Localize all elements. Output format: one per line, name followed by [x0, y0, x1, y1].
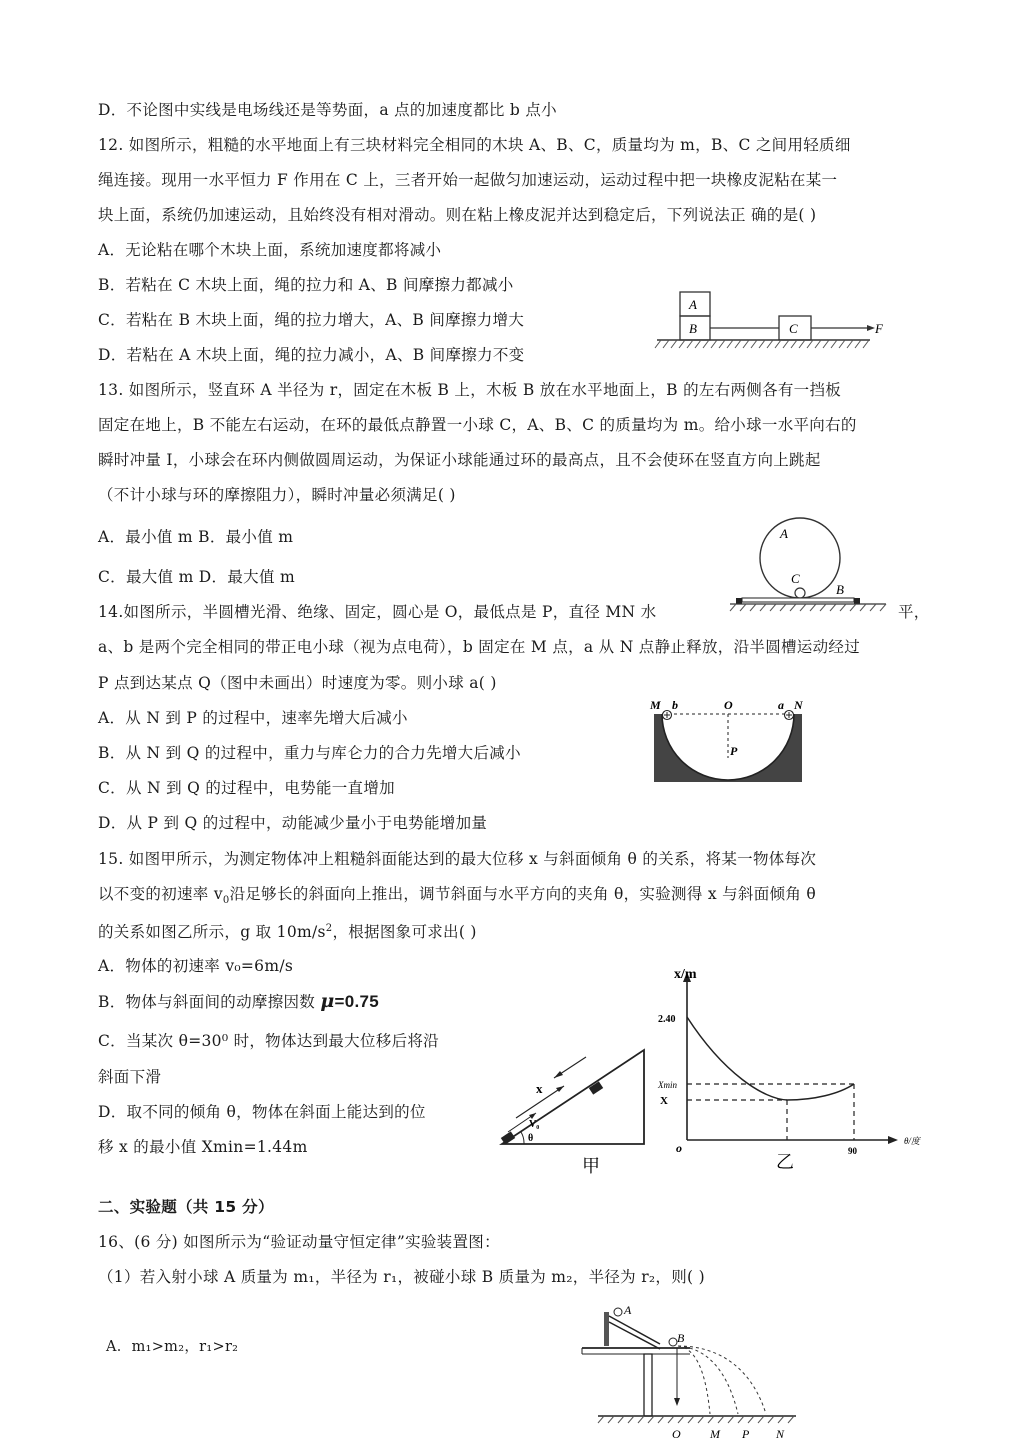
q15-option-b [98, 990, 379, 1013]
q13-stem-4: （不计小球与环的摩擦阻力），瞬时冲量必须满足( ) [98, 486, 456, 504]
q13-stem-2: 固定在地上，B 不能左右运动，在环的最低点静置一小球 C，A、B、C 的质量均为 m。给小球一水平向右的 [98, 416, 857, 434]
mu-symbol: μ [320, 990, 335, 1012]
origin-label: o [676, 1141, 682, 1155]
label-jia: 甲 [582, 1156, 600, 1176]
q11-option-d: D．不论图中实线是电场线还是等势面，a 点的加速度都比 b 点小 [98, 101, 557, 119]
q15-option-d-1: D．取不同的倾角 θ，物体在斜面上能达到的位 [98, 1103, 426, 1121]
q14-stem-3: P 点到达某点 Q（图中未画出）时速度为零。则小球 a( ) [98, 674, 497, 692]
q15-option-c-1: C．当某次 θ=30⁰ 时，物体达到最大位移后将沿 [98, 1032, 439, 1050]
q12-stem-3: 块上面，系统仍加速运动，且始终没有相对滑动。则在粘上橡皮泥并达到稳定后，下列说法正 确的是( ) [98, 206, 817, 224]
label-a: A [624, 1303, 632, 1317]
mu-value: =0.75 [334, 992, 380, 1011]
q14-stem-2: a、b 是两个完全相同的带正电小球（视为点电荷），b 固定在 M 点，a 从 N 点静止释放，沿半圆槽运动经过 [98, 638, 861, 656]
label-a: A [689, 297, 697, 312]
label-b: B [836, 582, 844, 597]
q14-option-a: A．从 N 到 P 的过程中，速率先增大后减小 [98, 709, 408, 727]
q13-stem-1: 13. 如图所示，竖直环 A 半径为 r，固定在木板 B 上，木板 B 放在水平地面上，B 的左右两侧各有一挡板 [98, 381, 842, 399]
q12-stem-1: 12. 如图所示，粗糙的水平地面上有三块材料完全相同的木块 A、B、C，质量均为 m，B、C 之间用轻质细 [98, 136, 851, 154]
q15-stem-1: 15. 如图甲所示，为测定物体冲上粗糙斜面能达到的最大位移 x 与斜面倾角 θ 的关系，将某一物体每次 [98, 850, 817, 868]
label-b: B [689, 321, 697, 336]
label-m: M [710, 1427, 720, 1441]
q13-stem-3: 瞬时冲量 I，小球会在环内侧做圆周运动，为保证小球能通过环的最高点，且不会使环在竖直方向上跳起 [98, 451, 821, 469]
label-yi: 乙 [776, 1152, 794, 1172]
label-x-arrow: x [536, 1081, 543, 1096]
q14-stem-1: 14.如图所示，半圆槽光滑、绝缘、固定，圆心是 O，最低点是 P，直径 MN 水 [98, 603, 657, 621]
q14-option-c: C．从 N 到 Q 的过程中，电势能一直增加 [98, 779, 395, 797]
q16-option-a: A．m₁>m₂，r₁>r₂ [106, 1339, 239, 1355]
q16-stem-2: （1）若入射小球 A 质量为 m₁，半径为 r₁，被碰小球 B 质量为 m₂，半径为 r₂，则( ) [98, 1268, 705, 1286]
q12-option-b: B．若粘在 C 木块上面，绳的拉力和 A、B 间摩擦力都减小 [98, 276, 514, 294]
q15-stem-2-sub: 0 [222, 895, 230, 907]
q15-stem-2a: 以不变的初速率 v [98, 885, 223, 903]
label-m: M [650, 698, 661, 712]
q12-option-d: D．若粘在 A 木块上面，绳的拉力减小，A、B 间摩擦力不变 [98, 346, 525, 364]
label-o: O [672, 1427, 681, 1441]
q15-option-a: A．物体的初速率 v₀=6m/s [98, 957, 294, 975]
q15-stem-3-sup: 2 [325, 923, 333, 934]
tick-xmin: Xmin [658, 1080, 677, 1090]
label-c: C [791, 571, 800, 586]
label-theta: θ [528, 1133, 534, 1144]
label-c: C [789, 321, 798, 336]
axis-label-y: x/m [674, 967, 697, 982]
label-b: B [677, 1331, 685, 1345]
q15-option-c-2: 斜面下滑 [98, 1068, 162, 1086]
q12-option-c: C．若粘在 B 木块上面，绳的拉力增大，A、B 间摩擦力增大 [98, 311, 525, 329]
label-n: N [794, 698, 803, 712]
q14-option-b: B．从 N 到 Q 的过程中，重力与库仑力的合力先增大后减小 [98, 744, 521, 762]
q15-option-d-2: 移 x 的最小值 Xmin=1.44m [98, 1138, 308, 1156]
q15-stem-2b: 沿足够长的斜面向上推出，调节斜面与水平方向的夹角 θ，实验测得 x 与斜面倾角 θ [229, 885, 816, 903]
label-f: F [875, 321, 883, 336]
q15-stem-3a: 的关系如图乙所示，g 取 10m/s [98, 923, 326, 942]
q13-options-ab: A．最小值 m B．最小值 m [98, 528, 294, 546]
q14-stem-1-end: 平， [898, 603, 930, 621]
figure-q12-blocks [655, 290, 885, 352]
figure-q14-groove [648, 698, 806, 784]
figure-q13-ring [728, 516, 898, 612]
axis-label-x: θ/度 [904, 1136, 920, 1146]
q15-stem-3 [98, 918, 477, 943]
section-2-heading: 二、实验题（共 15 分） [98, 1198, 274, 1216]
label-p: P [730, 744, 738, 758]
label-o: O [724, 698, 733, 712]
q14-option-d: D．从 P 到 Q 的过程中，动能减少量小于电势能增加量 [98, 814, 488, 832]
tick-x: X [660, 1095, 668, 1107]
figure-q15-graph [654, 964, 926, 1174]
q15-option-b-text: B．物体与斜面间的动摩擦因数 [98, 993, 321, 1011]
label-b: b [672, 698, 678, 712]
label-v0: V₀ [529, 1119, 540, 1130]
q15-stem-2 [98, 883, 816, 912]
q12-option-a: A．无论粘在哪个木块上面，系统加速度都将减小 [98, 241, 442, 259]
q12-stem-2: 绳连接。现用一水平恒力 F 作用在 C 上，三者开始一起做匀加速运动，运动过程中把一块橡皮泥粘在某一 [98, 171, 838, 189]
figure-q16-apparatus [578, 1302, 804, 1442]
figure-q15-incline [494, 1000, 664, 1178]
label-a: A [780, 526, 788, 541]
label-p: P [742, 1427, 750, 1441]
label-n: N [776, 1427, 785, 1441]
label-a: a [778, 698, 784, 712]
tick-2-40: 2.40 [658, 1014, 676, 1025]
q13-options-cd: C．最大值 m D．最大值 m [98, 568, 295, 586]
q15-stem-3b: ，根据图象可求出( ) [332, 923, 477, 942]
q16-stem-1: 16、(6 分) 如图所示为“验证动量守恒定律”实验装置图： [98, 1233, 500, 1251]
tick-90: 90 [848, 1146, 857, 1156]
